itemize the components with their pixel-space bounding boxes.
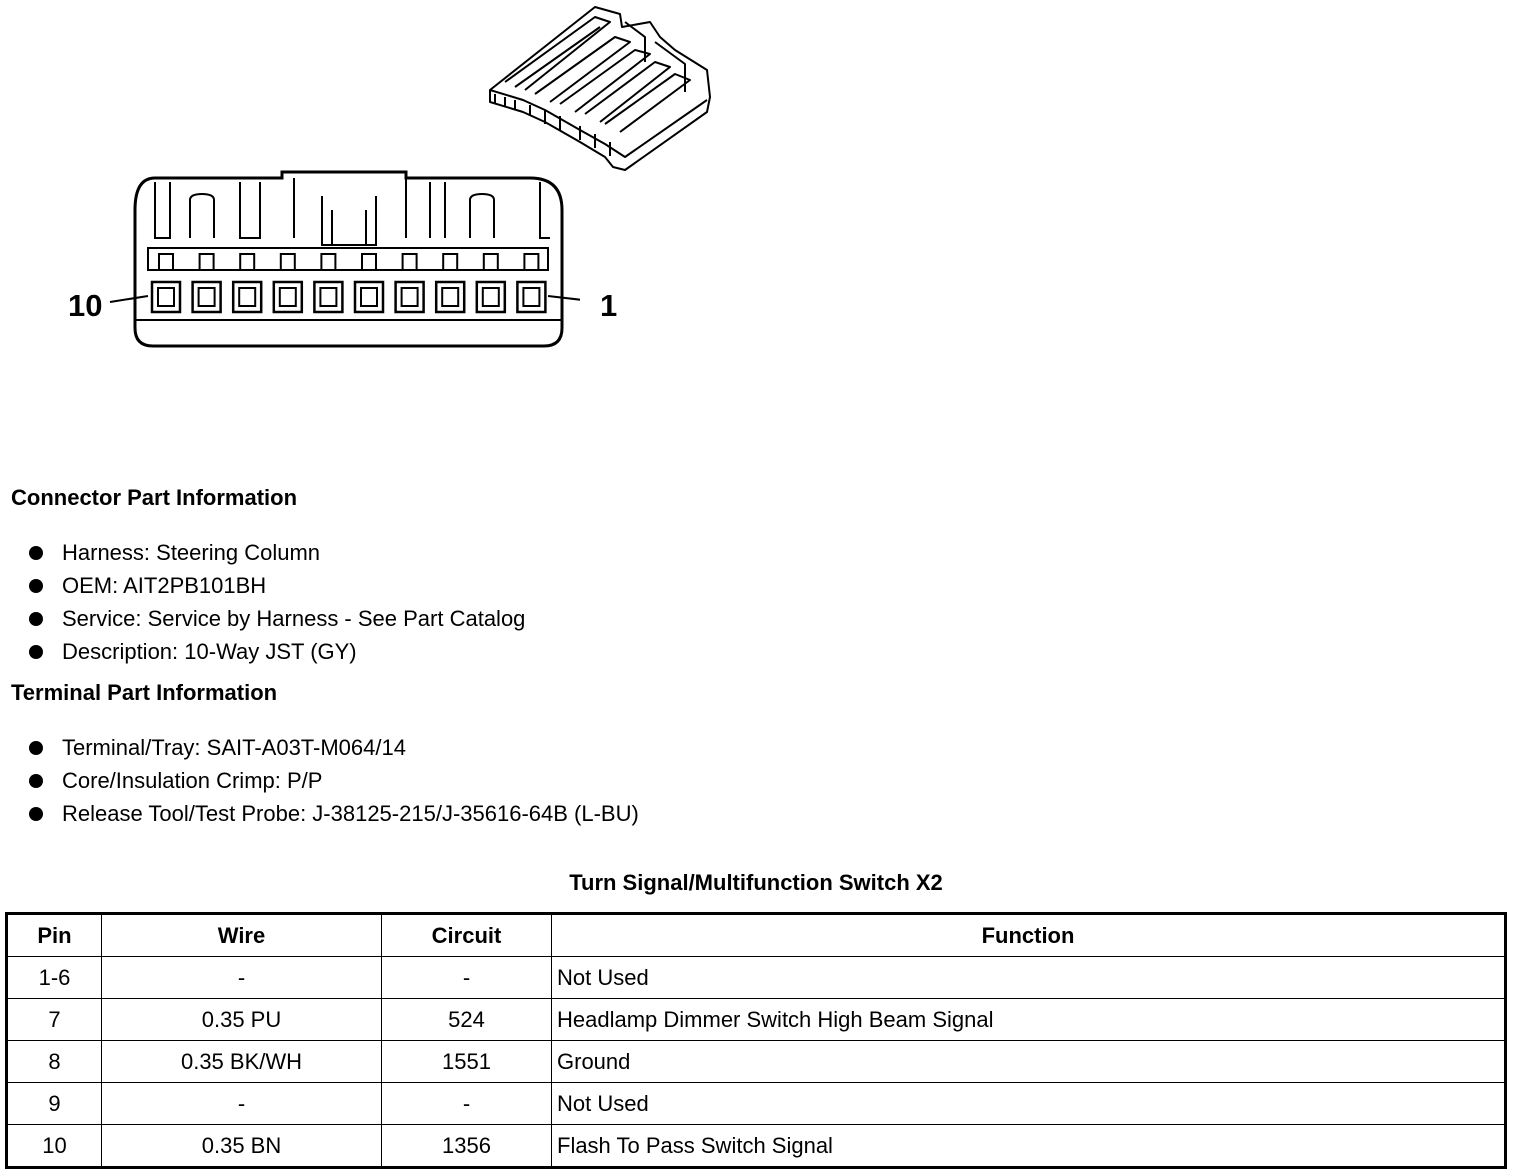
table-row — [7, 957, 1506, 999]
cell-wire: - — [102, 1083, 382, 1125]
connector-isometric-drawing — [485, 2, 715, 174]
pin-terminal — [523, 288, 539, 306]
pin-cells — [152, 254, 545, 312]
pin-terminal — [280, 288, 296, 306]
list-item: Harness: Steering Column — [0, 536, 525, 569]
cell-pin: 7 — [7, 999, 102, 1041]
terminal-info-list — [0, 731, 639, 830]
header-pin: Pin — [7, 914, 102, 957]
pin-cavity — [152, 282, 180, 312]
list-item: Terminal/Tray: SAIT-A03T-M064/14 — [0, 731, 639, 764]
pin-tab — [524, 254, 538, 270]
pin-tab — [403, 254, 417, 270]
connector-front-view — [60, 170, 580, 355]
cell-function: Ground — [552, 1041, 1506, 1083]
pin-cavity — [477, 282, 505, 312]
pin-terminal — [483, 288, 499, 306]
cell-wire: 0.35 BN — [102, 1125, 382, 1168]
pin-terminal — [442, 288, 458, 306]
cell-circuit: - — [382, 1083, 552, 1125]
header-wire: Wire — [102, 914, 382, 957]
pin-cavity — [193, 282, 221, 312]
table-title: Turn Signal/Multifunction Switch X2 — [569, 870, 943, 895]
cell-wire: 0.35 BK/WH — [102, 1041, 382, 1083]
pin-cavity — [396, 282, 424, 312]
pin-cavity — [314, 282, 342, 312]
cell-circuit: 1356 — [382, 1125, 552, 1168]
pin-cavity — [517, 282, 545, 312]
pin-tab — [484, 254, 498, 270]
header-function: Function — [552, 914, 1506, 957]
pin-tab — [321, 254, 335, 270]
pin-cavity — [233, 282, 261, 312]
list-item: Service: Service by Harness - See Part Catalog — [0, 602, 525, 635]
pin-terminal — [199, 288, 215, 306]
bullet-icon — [29, 741, 43, 755]
cell-function: Headlamp Dimmer Switch High Beam Signal — [552, 999, 1506, 1041]
bullet-icon — [29, 546, 43, 560]
cell-circuit: 524 — [382, 999, 552, 1041]
cell-pin: 9 — [7, 1083, 102, 1125]
table-row — [7, 999, 1506, 1041]
bullet-icon — [29, 774, 43, 788]
pin-terminal — [239, 288, 255, 306]
table-row — [7, 1083, 1506, 1125]
pin-terminal — [320, 288, 336, 306]
list-item: Description: 10-Way JST (GY) — [0, 635, 525, 668]
pin-1-label: 1 — [600, 288, 618, 323]
cell-function: Not Used — [552, 1083, 1506, 1125]
pinout-table — [5, 912, 1507, 1169]
header-circuit: Circuit — [382, 914, 552, 957]
pin-terminal — [402, 288, 418, 306]
cell-circuit: 1551 — [382, 1041, 552, 1083]
cell-function: Not Used — [552, 957, 1506, 999]
connector-info-list — [0, 536, 525, 668]
cell-function: Flash To Pass Switch Signal — [552, 1125, 1506, 1168]
table-row — [7, 1041, 1506, 1083]
leader-line-right — [548, 296, 580, 302]
bullet-icon — [29, 612, 43, 626]
connector-info-heading: Connector Part Information — [11, 485, 298, 510]
pin-tab — [159, 254, 173, 270]
cell-pin: 10 — [7, 1125, 102, 1168]
list-item: Core/Insulation Crimp: P/P — [0, 764, 639, 797]
cell-pin: 8 — [7, 1041, 102, 1083]
pin-tab — [362, 254, 376, 270]
pin-tab — [281, 254, 295, 270]
pin-cavity — [355, 282, 383, 312]
table-row — [7, 1125, 1506, 1168]
pin-tab — [443, 254, 457, 270]
bullet-icon — [29, 579, 43, 593]
pin-10-label: 10 — [68, 288, 103, 323]
bullet-icon — [29, 645, 43, 659]
leader-line-left — [110, 296, 148, 302]
pin-cavity — [436, 282, 464, 312]
list-item: OEM: AIT2PB101BH — [0, 569, 525, 602]
pin-terminal — [158, 288, 174, 306]
bullet-icon — [29, 807, 43, 821]
pin-terminal — [361, 288, 377, 306]
cell-pin: 1-6 — [7, 957, 102, 999]
cell-wire: 0.35 PU — [102, 999, 382, 1041]
pin-cavity — [274, 282, 302, 312]
list-item: Release Tool/Test Probe: J-38125-215/J-35616-64B (L-BU) — [0, 797, 639, 830]
cell-wire: - — [102, 957, 382, 999]
table-header-row — [7, 914, 1506, 957]
pin-tab — [200, 254, 214, 270]
cell-circuit: - — [382, 957, 552, 999]
terminal-info-heading: Terminal Part Information — [11, 680, 278, 705]
pin-tab — [240, 254, 254, 270]
